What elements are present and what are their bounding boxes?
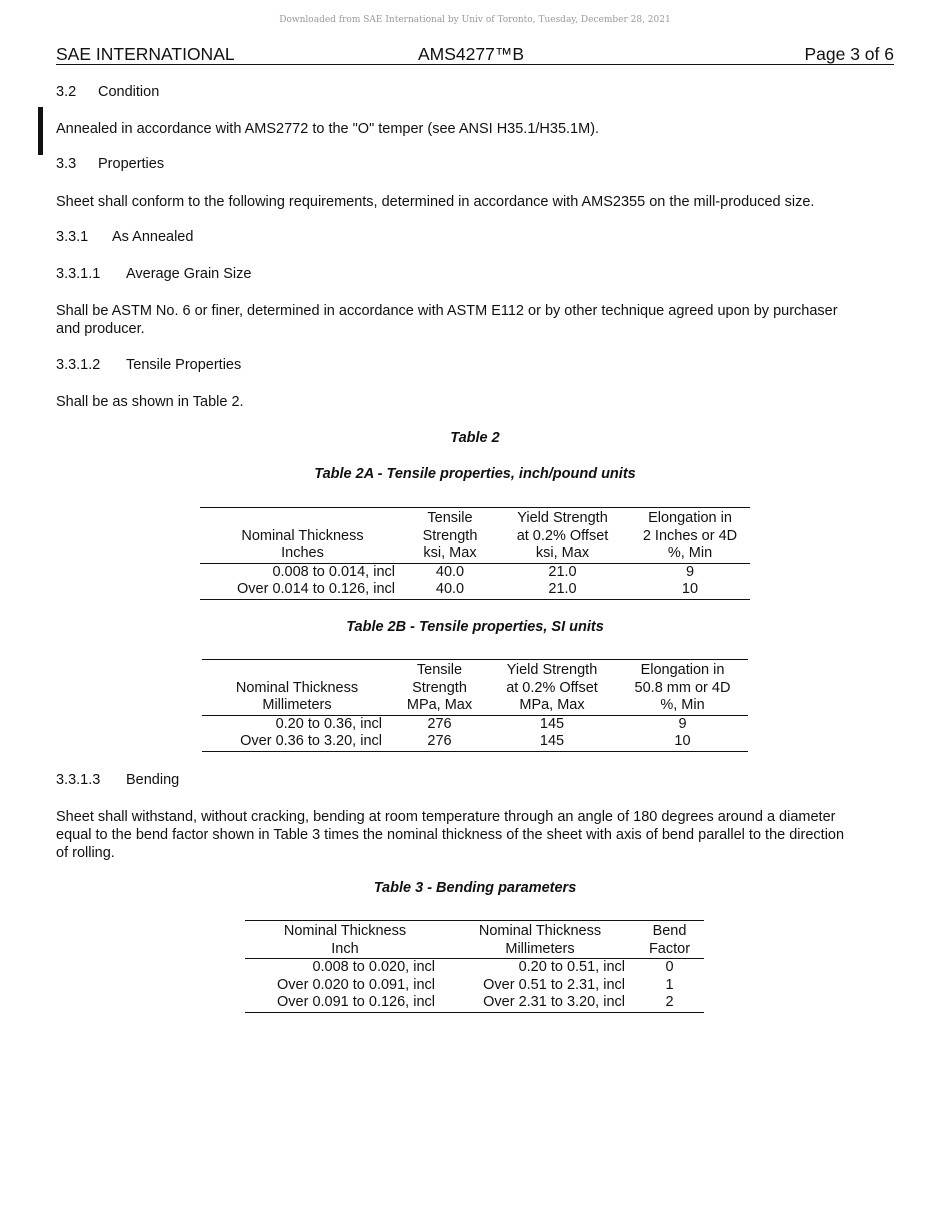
table-3-caption: Table 3 - Bending parameters bbox=[373, 880, 577, 896]
download-note: Downloaded from SAE International by Univ of Toronto, Tuesday, December 28, 2021 bbox=[279, 15, 671, 25]
table-2b-caption: Table 2B - Tensile properties, SI units bbox=[346, 619, 604, 635]
table-2b: Tensile Yield Strength Elongation in Nominal Thickness Strength at 0.2% Offset 50.8 mm or 4D Millimeters MPa, Max MPa, Max %, Min 0.20 to 0.36, incl 276 145 9 Over 0.36 to 3.20, incl 276 145 10 bbox=[202, 659, 748, 752]
table-row: Over 0.091 to 0.126, incl Over 2.31 to 3.20, incl 2 bbox=[245, 994, 704, 1012]
section-3-2-text: Annealed in accordance with AMS2772 to the "O" temper (see ANSI H35.1/H35.1M). bbox=[56, 121, 600, 137]
table-2a-caption: Table 2A - Tensile properties, inch/pound units bbox=[314, 466, 636, 482]
section-3-3-1-3-text: Sheet shall withstand, without cracking, bending at room temperature through an angle of 180 degrees around a diameter equal to the bend factor shown in Table 3 times the nominal thickness of the sheet with axis of bend parallel to the direction of rolling. bbox=[56, 809, 845, 861]
section-3-3-1-heading: 3.3.1 As Annealed bbox=[56, 229, 194, 245]
table-row: 0.008 to 0.020, incl 0.20 to 0.51, incl 0 bbox=[312, 959, 674, 975]
section-3-3-1-1-heading: 3.3.1.1 Average Grain Size bbox=[56, 266, 252, 282]
table-row: Over 0.014 to 0.126, incl 40.0 21.0 10 bbox=[200, 581, 750, 599]
section-3-3-1-1-text: Shall be ASTM No. 6 or finer, determined in accordance with ASTM E112 or by other technique agreed upon by purchaser and producer. bbox=[56, 303, 838, 337]
table-3: Nominal Thickness Nominal Thickness Bend Inch Millimeters Factor 0.008 to 0.020, incl 0.20 to 0.51, incl 0 Over 0.020 to 0.091, incl Over 0.51 to 2.31, incl 1 Over 0.091 to 0.126, incl Over 2.31 to 3.20, incl 2 bbox=[245, 920, 704, 1013]
section-3-3-1-2-text: Shall be as shown in Table 2. bbox=[56, 394, 244, 410]
page-header bbox=[56, 44, 894, 65]
change-bar bbox=[38, 107, 43, 155]
section-3-2-heading: 3.2 Condition bbox=[56, 84, 160, 100]
table-row: 0.008 to 0.014, incl 40.0 21.0 9 bbox=[272, 563, 695, 580]
table-2-caption: Table 2 bbox=[450, 430, 500, 446]
header-page-number: Page 3 of 6 bbox=[804, 44, 894, 64]
section-3-3-heading: 3.3 Properties bbox=[56, 156, 165, 172]
header-org: SAE INTERNATIONAL bbox=[56, 44, 235, 64]
table-row: Over 0.020 to 0.091, incl Over 0.51 to 2.31, incl 1 bbox=[277, 976, 674, 993]
table-row: Over 0.36 to 3.20, incl 276 145 10 bbox=[202, 733, 748, 751]
section-3-3-text: Sheet shall conform to the following requirements, determined in accordance with AMS2355 on the mill-produced size. bbox=[56, 194, 815, 210]
table-2a: Tensile Yield Strength Elongation in Nominal Thickness Strength at 0.2% Offset 2 Inches or 4D Inches ksi, Max ksi, Max %, Min 0.008 to 0.014, incl 40.0 21.0 9 Over 0.014 to 0.126, incl 40.0 21.0 10 bbox=[200, 507, 750, 600]
section-3-3-1-2-heading: 3.3.1.2 Tensile Properties bbox=[56, 357, 242, 373]
table-row: 0.20 to 0.36, incl 276 145 9 bbox=[275, 715, 687, 732]
section-3-3-1-3-heading: 3.3.1.3 Bending bbox=[56, 772, 180, 788]
header-doc-number: AMS4277™B bbox=[418, 44, 525, 64]
